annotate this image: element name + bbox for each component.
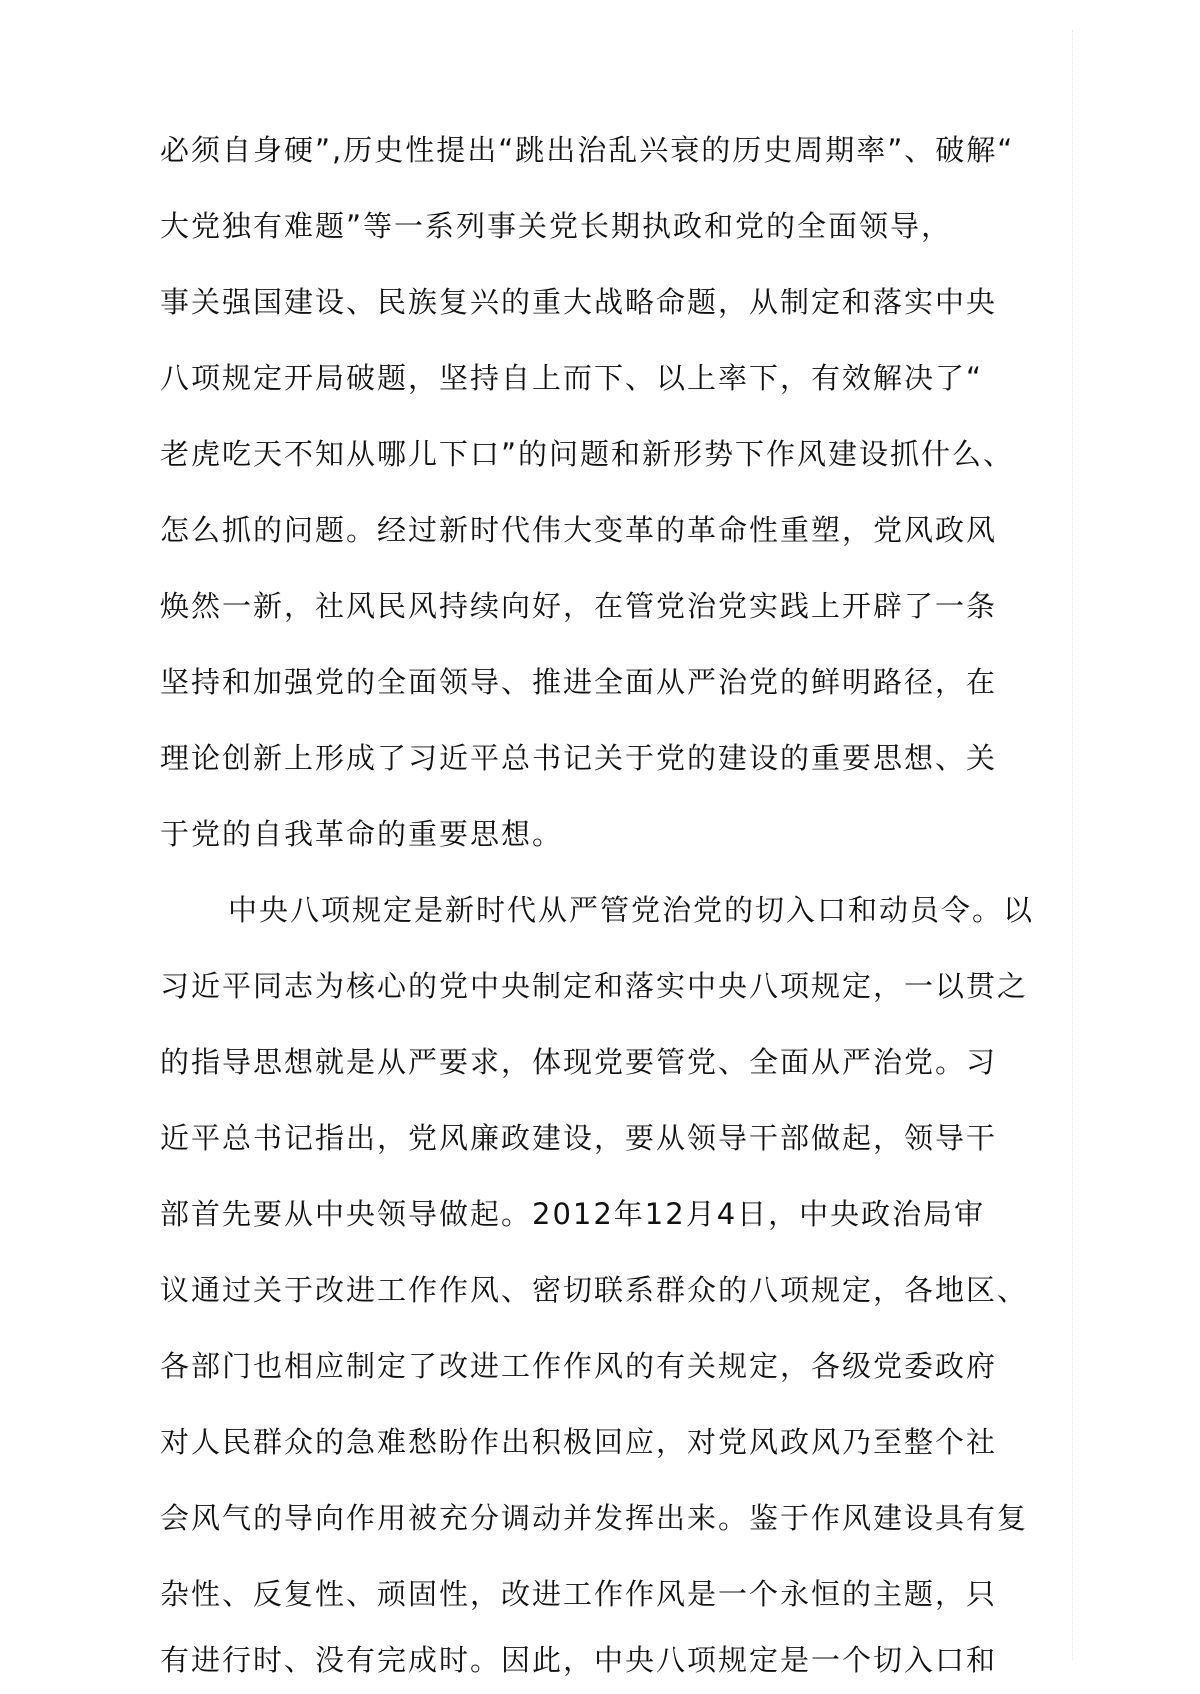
text-line-8: 坚持和加强党的全面领导、推进全面从严治党的鲜明路径，在 [160,665,998,699]
text-line-14: 近平总书记指出，党风廉政建设，要从领导干部做起，领导干 [160,1121,998,1155]
text-line-20: 杂性、反复性、顽固性，改进工作作风是一个永恒的主题，只 [160,1577,998,1611]
text-line-9: 理论创新上形成了习近平总书记关于党的建设的重要思想、关 [160,741,998,775]
text-line-3: 事关强国建设、民族复兴的重大战略命题，从制定和落实中央 [160,285,998,319]
text-line-21: 有进行时、没有完成时。因此，中央八项规定是一个切入口和 [160,1643,998,1677]
text-line-19: 会风气的导向作用被充分调动并发挥出来。鉴于作风建设具有复 [160,1501,1029,1535]
text-line-2: 大党独有难题”等一系列事关党长期执政和党的全面领导， [160,209,953,243]
text-line-10: 于党的自我革命的重要思想。 [160,817,564,851]
text-line-13: 的指导思想就是从严要求，体现党要管党、全面从严治党。习 [160,1045,998,1079]
text-line-11: 中央八项规定是新时代从严管党治党的切入口和动员令。以 [228,893,1035,927]
text-line-7: 焕然一新，社风民风持续向好，在管党治党实践上开辟了一条 [160,589,998,623]
text-line-17: 各部门也相应制定了改进工作作风的有关规定，各级党委政府 [160,1349,998,1383]
text-line-12: 习近平同志为核心的党中央制定和落实中央八项规定，一以贯之 [160,969,1029,1003]
text-line-1: 必须自身硬”,历史性提出“跳出治乱兴衰的历史周期率”、破解“ [160,133,1015,167]
text-line-15: 部首先要从中央领导做起。2012年12月4日，中央政治局审 [160,1197,986,1231]
text-line-18: 对人民群众的急难愁盼作出积极回应，对党风政风乃至整个社 [160,1425,998,1459]
text-line-16: 议通过关于改进工作作风、密切联系群众的八项规定，各地区、 [160,1273,1029,1307]
text-line-6: 怎么抓的问题。经过新时代伟大变革的革命性重塑，党风政风 [160,513,998,547]
page-edge-divider [1072,30,1073,1660]
text-line-5: 老虎吃天不知从哪儿下口”的问题和新形势下作风建设抓什么、 [160,437,1015,471]
text-line-4: 八项规定开局破题，坚持自上而下、以上率下，有效解决了“ [160,361,984,395]
